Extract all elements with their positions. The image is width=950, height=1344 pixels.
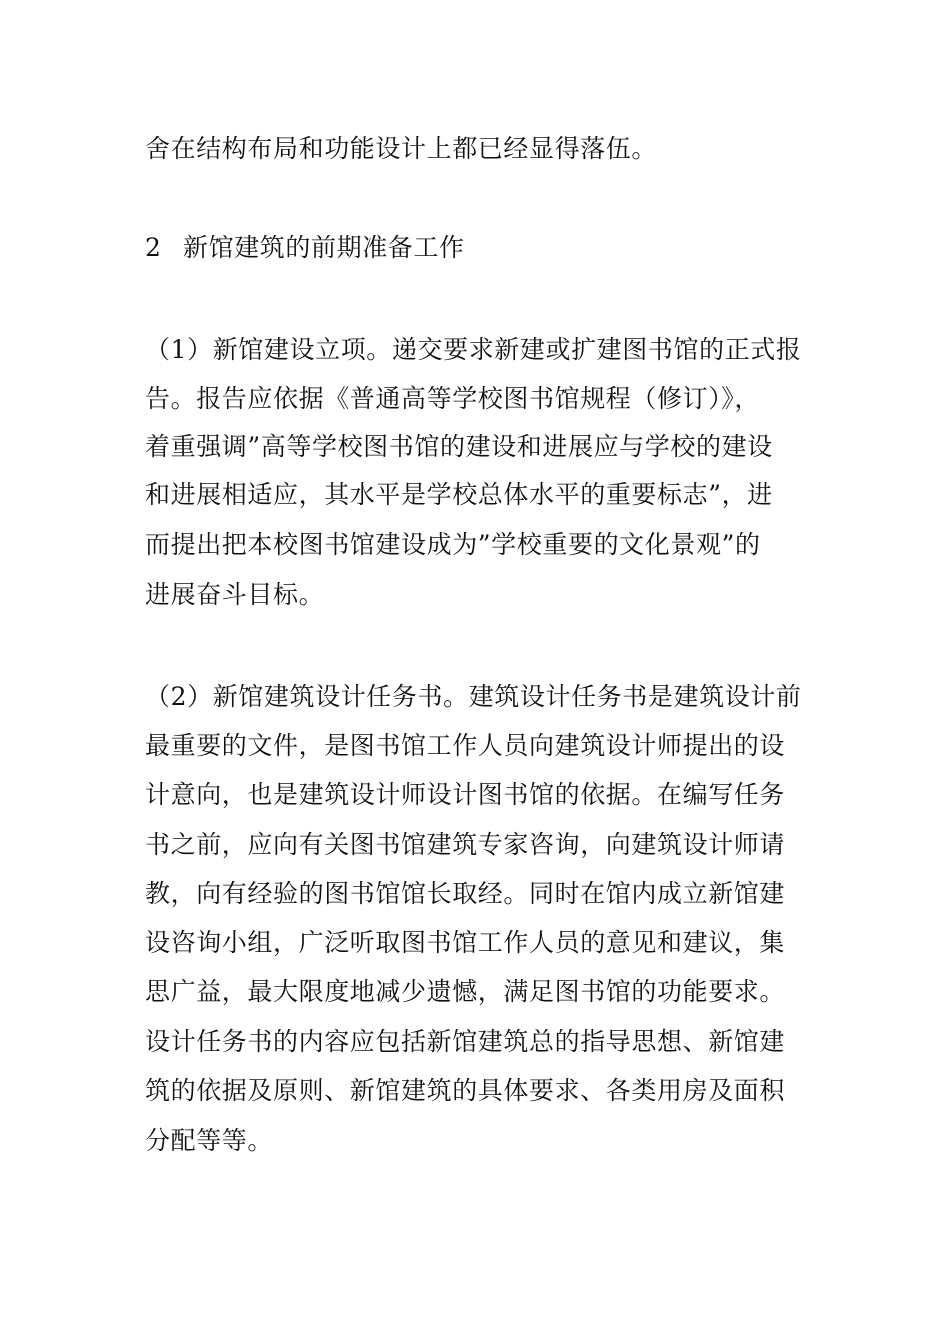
paragraph-line: 和进展相适应，其水平是学校总体水平的重要标志”，进 [145,480,773,509]
paragraph-line: 筑的依据及原则、新馆建筑的具体要求、各类用房及面积 [145,1076,786,1105]
paragraph-line: 最重要的文件，是图书馆工作人员向建筑设计师提出的设 [145,731,786,760]
paragraph-line: 着重强调”高等学校图书馆的建设和进展应与学校的建设 [145,432,773,461]
section-number: 2 [145,233,162,262]
paragraph-line: 思广益，最大限度地减少遗憾，满足图书馆的功能要求。 [145,977,786,1006]
section-title: 新馆建筑的前期准备工作 [183,233,465,262]
paragraph-line: 书之前，应向有关图书馆建筑专家咨询，向建筑设计师请 [145,830,786,859]
section-heading [145,233,825,263]
paragraph-line: （1）新馆建设立项。递交要求新建或扩建图书馆的正式报 [145,335,802,364]
paragraph-line: 设咨询小组，广泛听取图书馆工作人员的意见和建议，集 [145,928,786,957]
continuation-line: 舍在结构布局和功能设计上都已经显得落伍。 [145,134,658,163]
paragraph-line: 计意向，也是建筑设计师设计图书馆的依据。在编写任务 [145,780,786,809]
paragraph-line: 设计任务书的内容应包括新馆建筑总的指导思想、新馆建 [145,1027,786,1056]
paragraph-line: 进展奋斗目标。 [145,580,325,609]
paragraph-line: （2）新馆建筑设计任务书。建筑设计任务书是建筑设计前 [145,682,802,711]
paragraph-line: 而提出把本校图书馆建设成为”学校重要的文化景观”的 [145,530,761,559]
paragraph-line: 分配等等。 [145,1126,274,1155]
paragraph-line: 教，向有经验的图书馆馆长取经。同时在馆内成立新馆建 [145,879,786,908]
paragraph-line: 告。报告应依据《普通高等学校图书馆规程（修订）》， [145,384,761,413]
